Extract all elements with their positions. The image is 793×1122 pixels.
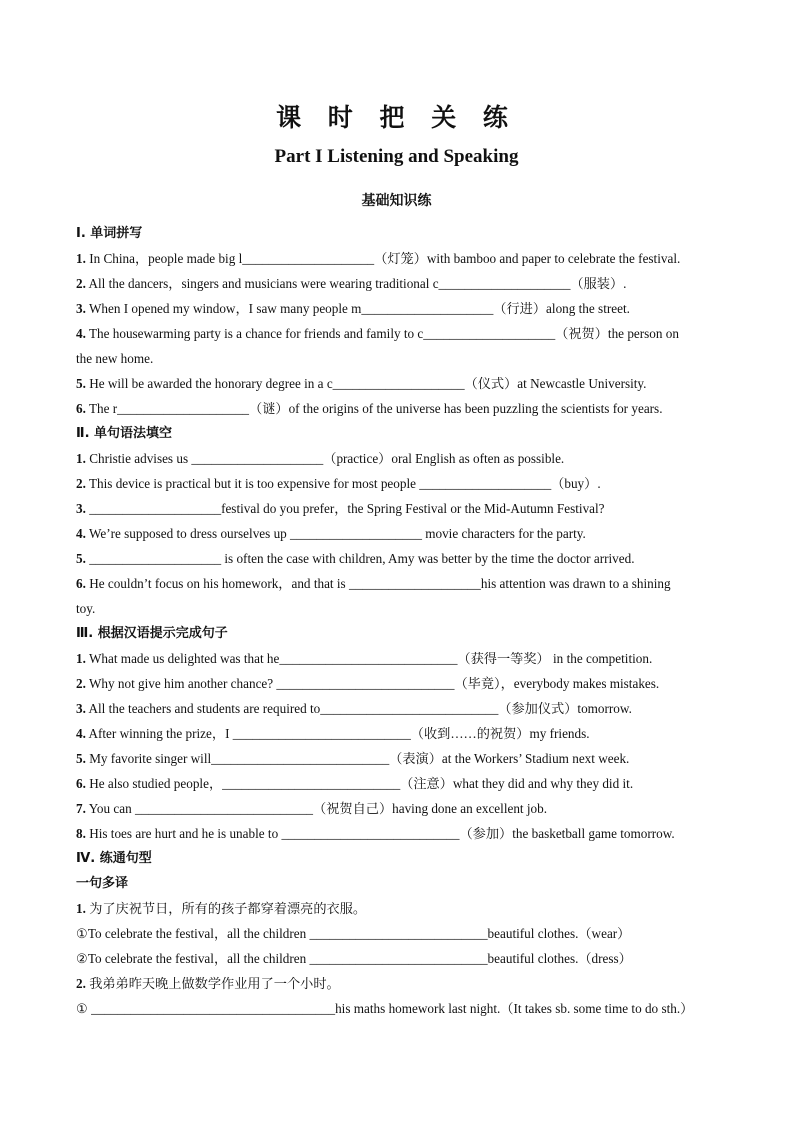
item-text: the new home. — [76, 351, 154, 366]
item-number: 2. — [76, 676, 86, 691]
exercise-line — [76, 971, 718, 996]
item-text: All the dancers，singers and musicians were wearing traditional c____________________（服装）. — [88, 276, 627, 291]
exercise-line — [76, 821, 718, 846]
item-number: 5. — [76, 751, 86, 766]
exercise-line — [76, 321, 718, 346]
item-number: 3. — [76, 501, 86, 516]
item-text: This device is practical but it is too expensive for most people ____________________（buy）. — [88, 476, 601, 491]
item-number: 3. — [76, 701, 86, 716]
exercise-line — [76, 696, 718, 721]
item-text: The housewarming party is a chance for friends and family to c____________________（祝贺）the person on — [88, 326, 679, 341]
exercise-line — [76, 571, 718, 596]
item-text: He will be awarded the honorary degree in a c____________________（仪式）at Newcastle University. — [89, 376, 647, 391]
page-title: 课 时 把 关 练 — [276, 103, 517, 132]
item-number: 2. — [76, 276, 86, 291]
item-number: 6. — [76, 401, 86, 416]
exercise-line — [76, 771, 718, 796]
exercise-line — [76, 896, 718, 921]
item-number: 2. — [76, 476, 86, 491]
section-heading-spelling: Ⅰ. 单词拼写 — [76, 226, 143, 241]
item-number: 5. — [76, 551, 86, 566]
section-heading-grammar: Ⅱ. 单句语法填空 — [76, 426, 173, 441]
item-text: 为了庆祝节日，所有的孩子都穿着漂亮的衣服。 — [85, 901, 367, 916]
item-number: 7. — [76, 801, 86, 816]
exercise-line — [76, 296, 718, 321]
item-number: 6. — [76, 776, 86, 791]
item-number: 4. — [76, 326, 86, 341]
exercise-line — [76, 521, 718, 546]
item-number: 1. — [76, 251, 86, 266]
exercise-line — [76, 996, 718, 1021]
item-number: 8. — [76, 826, 86, 841]
item-text: After winning the prize，I ___________________________（收到……的祝贺）my friends. — [88, 726, 590, 741]
item-text: When I opened my window，I saw many people m____________________（行进）along the street. — [88, 301, 630, 316]
item-text: What made us delighted was that he___________________________（获得一等奖） in the competition. — [88, 651, 653, 666]
item-text: You can ___________________________（祝贺自己）having done an excellent job. — [88, 801, 548, 816]
item-number: 3. — [76, 301, 86, 316]
exercise-line — [76, 921, 718, 946]
item-number: 4. — [76, 526, 86, 541]
item-text: ____________________festival do you prefer，the Spring Festival or the Mid-Autumn Festival? — [89, 501, 605, 516]
item-text: We’re supposed to dress ourselves up ____________________ movie characters for the party. — [88, 526, 586, 541]
exercise-line — [76, 546, 718, 571]
item-text: Why not give him another chance? ___________________________（毕竟），everybody makes mistakes. — [88, 676, 660, 691]
exercise-line — [76, 396, 718, 421]
item-text: ①To celebrate the festival，all the children ___________________________beautiful clothes.（wear） — [76, 926, 631, 941]
exercise-line-continued — [76, 596, 718, 621]
item-number: 5. — [76, 376, 86, 391]
section-subtitle: 基础知识练 — [361, 193, 432, 209]
exercise-line — [76, 646, 718, 671]
exercise-line — [76, 721, 718, 746]
exercise-line — [76, 271, 718, 296]
item-text: All the teachers and students are required to___________________________（参加仪式）tomorrow. — [88, 701, 632, 716]
item-number: 1. — [76, 651, 86, 666]
item-number: 1. — [76, 901, 86, 916]
exercise-line — [76, 371, 718, 396]
item-number: 2. — [76, 976, 86, 991]
exercise-line-continued — [76, 346, 718, 371]
exercise-line — [76, 471, 718, 496]
section-heading-translation: Ⅲ. 根据汉语提示完成句子 — [76, 626, 228, 641]
item-text: ②To celebrate the festival，all the children ___________________________beautiful clothes.（dress） — [76, 951, 632, 966]
exercise-line — [76, 746, 718, 771]
exercise-line — [76, 496, 718, 521]
item-text: Christie advises us ____________________（practice）oral English as often as possible. — [89, 451, 565, 466]
exercise-line — [76, 246, 718, 271]
exercise-line — [76, 446, 718, 471]
item-number: 6. — [76, 576, 86, 591]
part-heading: Part I Listening and Speaking — [274, 146, 519, 167]
exercise-line — [76, 796, 718, 821]
exercise-line — [76, 671, 718, 696]
item-text: The r____________________（谜）of the origins of the universe has been puzzling the scientists for years. — [88, 401, 663, 416]
item-text: ____________________ is often the case with children, Amy was better by the time the doctor arrived. — [89, 551, 635, 566]
item-number: 1. — [76, 451, 86, 466]
item-text: toy. — [76, 601, 96, 616]
item-number: 4. — [76, 726, 86, 741]
section-heading-sentence-patterns: Ⅳ. 练通句型 — [76, 851, 152, 866]
item-text: In China，people made big l____________________（灯笼）with bamboo and paper to celebrate the festival. — [89, 251, 681, 266]
item-text: He also studied people，___________________________（注意）what they did and why they did it. — [89, 776, 634, 791]
item-text: His toes are hurt and he is unable to ___________________________（参加）the basketball game tomorrow. — [89, 826, 675, 841]
item-text: 我弟弟昨天晚上做数学作业用了一个小时。 — [85, 976, 340, 991]
subheading-multi-translation: 一句多译 — [76, 876, 129, 891]
item-text: He couldn’t focus on his homework，and that is ____________________his attention was drawn to a shining — [89, 576, 671, 591]
exercise-line — [76, 946, 718, 971]
item-text: ① _____________________________________his maths homework last night.（It takes sb. some time to do sth.） — [76, 1001, 694, 1016]
item-text: My favorite singer will___________________________（表演）at the Workers’ Stadium next week. — [89, 751, 630, 766]
exercise-content — [76, 221, 718, 1021]
